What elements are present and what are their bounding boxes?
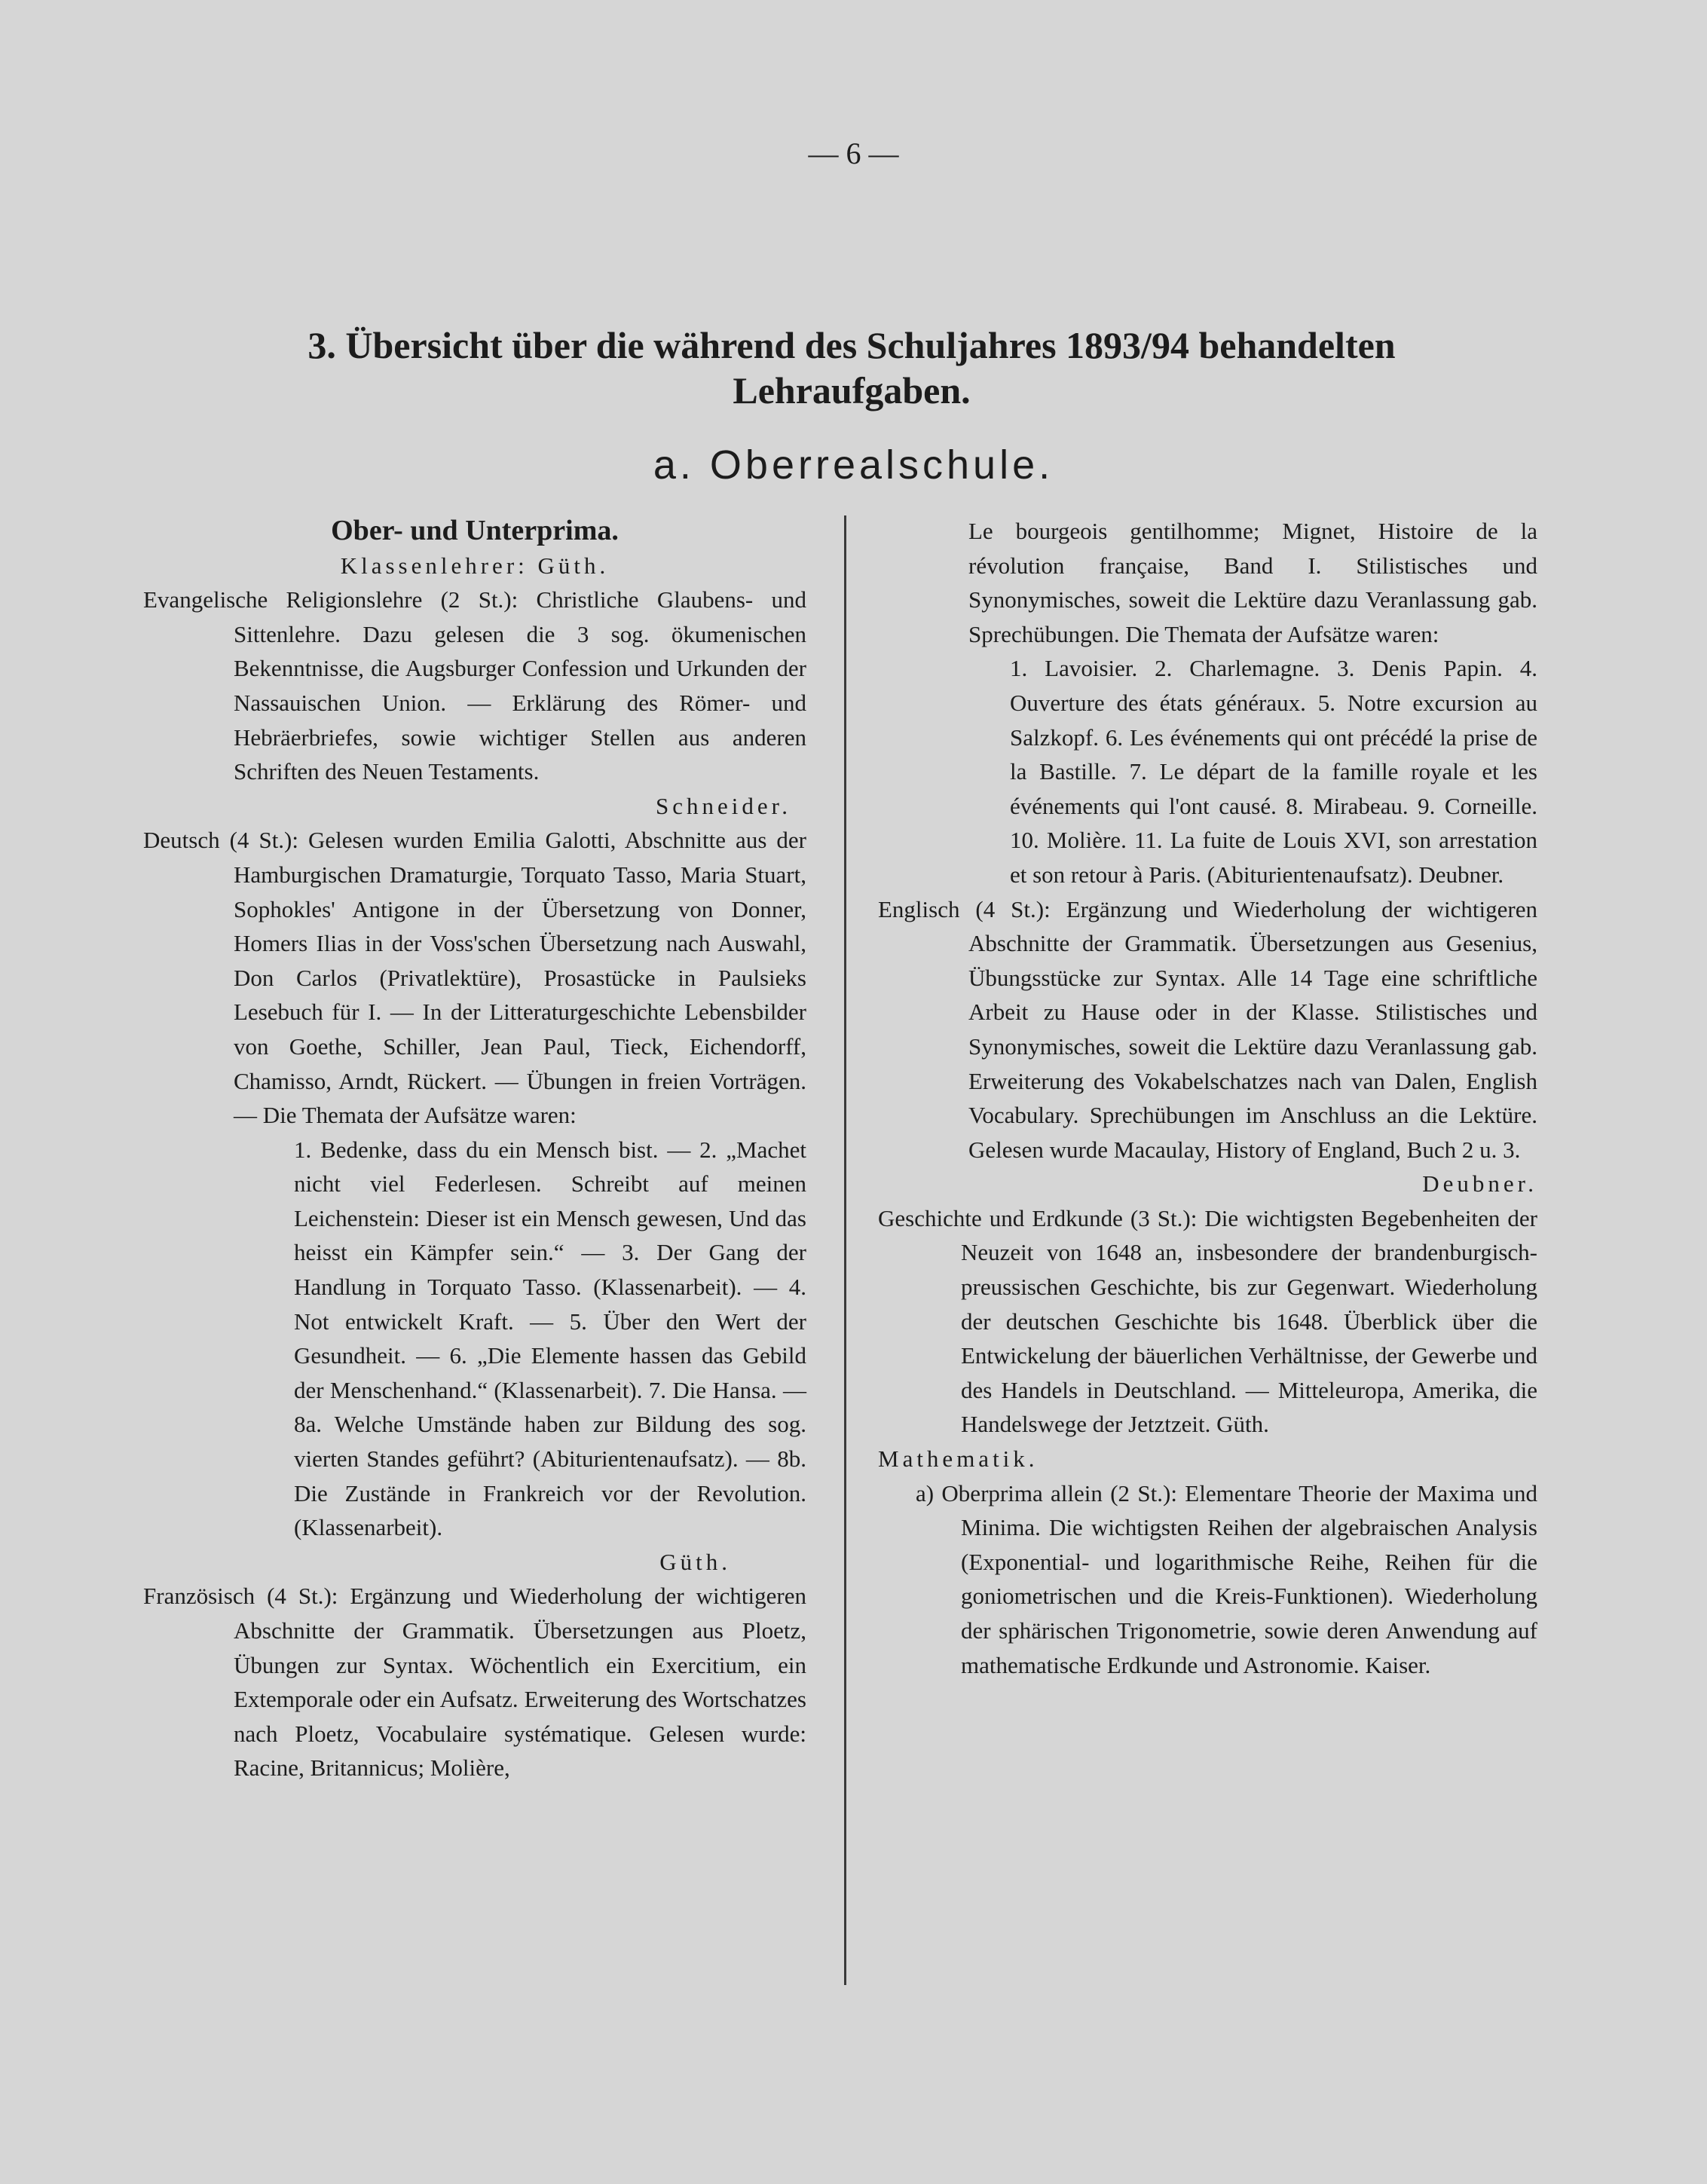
klassenlehrer: Klassenlehrer: Güth.	[340, 552, 610, 579]
column-divider	[844, 515, 846, 1985]
mathematik-a-paragraph: a) Oberprima allein (2 St.): Elementare Theorie der Maxima und Minima. Die wichtigsten Reihen der algebraischen Analysis (Exponential- und logarithmische Reihe, Reihen für die goniometrischen und die Kreis-Funktionen). Wiederholung der sphärischen Trigonometrie, sowie deren Anwendung auf mathematische Erdkunde und Astronomie. Kaiser.	[916, 1479, 1537, 1678]
deutsch-paragraph: Deutsch (4 St.): Gelesen wurden Emilia Galotti, Abschnitte aus der Hamburgischen Dramaturgie, Torquato Tasso, Maria Stuart, Sophokles' Antigone in der Übersetzung von Donner, Homers Ilias in der Voss'schen Übersetzung nach Auswahl, Don Carlos (Privatlektüre), Prosastücke in Paulsieks Lesebuch für I. — In der Litteraturgeschichte Lebensbilder von Goethe, Schiller, Jean Paul, Tieck, Eichendorff, Chamisso, Arndt, Rückert. — Übungen in freien Vorträgen. — Die Themata der Aufsätze waren:	[143, 827, 806, 1129]
franzoesisch-continued: Le bourgeois gentilhomme; Mignet, Histoire de la révolution française, Band I. Stilistisches und Synonymisches, soweit die Lektüre dazu Veranlassung gab. Sprechübungen. Die Themata der Aufsätze waren:	[968, 518, 1537, 647]
page-number: — 6 —	[808, 136, 899, 170]
franzoesisch-themes: 1. Lavoisier. 2. Charlemagne. 3. Denis Papin. 4. Ouverture des états généraux. 5. Notre excursion au Salzkopf. 6. Les événements qui ont précédé la prise de la Bastille. 7. Le départ de la famille royale et les événements qui l'ont causé. 8. Mirabeau. 9. Corneille. 10. Molière. 11. La fuite de Louis XVI, son arrestation et son retour à Paris. (Abiturientenaufsatz). Deubner.	[1010, 655, 1537, 888]
englisch-paragraph: Englisch (4 St.): Ergänzung und Wiederholung der wichtigeren Abschnitte der Grammatik. Übersetzungen aus Gesenius, Übungsstücke zur Syntax. Alle 14 Tage eine schriftliche Arbeit zu Hause oder in der Klasse. Stilistisches und Synonymisches, soweit die Lektüre dazu Veranlassung gab. Erweiterung des Vokabelschatzes nach van Dalen, English Vocabulary. Sprechübungen im Anschluss an die Lektüre. Gelesen wurde Macaulay, History of England, Buch 2 u. 3.	[878, 895, 1537, 1163]
class-heading: Ober- und Unterprima.	[331, 515, 619, 546]
religion-paragraph: Evangelische Religionslehre (2 St.): Christliche Glaubens- und Sittenlehre. Dazu gelesen die 3 sog. ökumenischen Bekenntnisse, die Augsburger Confession und Urkunden der Nassauischen Union. — Erklärung des Römer- und Hebräerbriefes, sowie wichtiger Stellen aus anderen Schriften des Neuen Testaments.	[143, 586, 806, 785]
deutsch-teacher: Güth.	[659, 1548, 731, 1575]
deutsch-themes-text: 1. Bedenke, dass du ein Mensch bist. — 2. „Machet nicht viel Federlesen. Schreibt auf meinen Leichenstein: Dieser ist ein Mensch gewesen, Und das heisst ein Kämpfer sein.“ — 3. Der Gang der Handlung in Torquato Tasso. (Klassenarbeit). — 4. Not entwickelt Kraft. — 5. Über den Wert der Gesundheit. — 6. „Die Elemente hassen das Gebild der Menschenhand.“ (Klassenarbeit). 7. Die Hansa. — 8a. Welche Umstände haben zur Bildung des sog. vierten Standes geführt? (Abiturientenaufsatz). — 8b. Die Zustände in Frankreich vor der Revolution. (Klassenarbeit).	[294, 1136, 806, 1541]
deutsch-themes	[143, 1133, 806, 1545]
mathematik-heading: Mathematik.	[878, 1445, 1039, 1473]
school-subtitle: a. Oberrealschule.	[653, 442, 1054, 488]
franzoesisch-paragraph: Französisch (4 St.): Ergänzung und Wiederholung der wichtigeren Abschnitte der Grammatik. Übersetzungen aus Ploetz, Übungen zur Syntax. Wöchentlich ein Exercitium, ein Extemporale oder ein Aufsatz. Erweiterung des Wortschatzes nach Ploetz, Vocabulaire systématique. Gelesen wurde: Racine, Britannicus; Molière,	[143, 1583, 806, 1782]
section-title: 3. Übersicht über die während des Schuljahres 1893/94 behandelten Lehraufgaben.	[307, 324, 1396, 411]
right-column	[878, 514, 1537, 1682]
geschichte-paragraph: Geschichte und Erdkunde (3 St.): Die wichtigsten Begebenheiten der Neuzeit von 1648 an, insbesondere der brandenburgisch-preussischen Geschichte, bis zur Gegenwart. Wiederholung der deutschen Geschichte bis 1648. Überblick über die Entwickelung der bäuerlichen Verhältnisse, der Gewerbe und des Handels in Deutschland. — Mitteleuropa, Amerika, die Handelswege der Jetztzeit. Güth.	[878, 1204, 1537, 1438]
left-column	[143, 514, 806, 1785]
englisch-teacher: Deubner.	[1422, 1170, 1537, 1198]
religion-teacher: Schneider.	[656, 792, 791, 819]
